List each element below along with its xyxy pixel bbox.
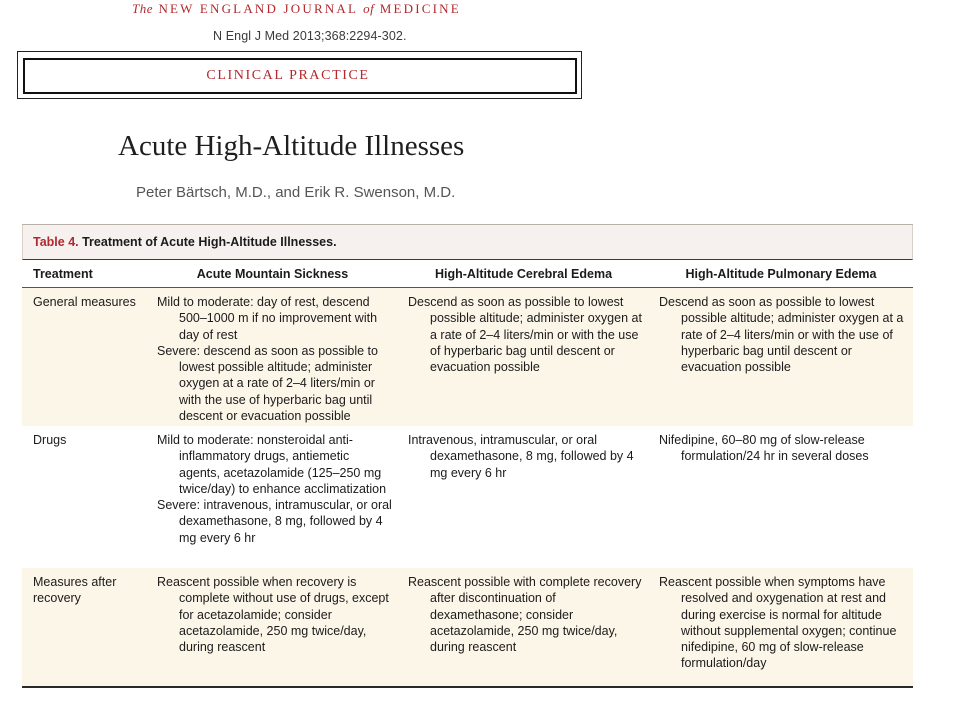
table-header-row: [22, 260, 913, 288]
row-header-drugs: Drugs: [33, 433, 67, 447]
cell-paragraph: Reascent possible with complete recovery after discontinuation of dexamethasone; consider acetazolamide, 250 mg twice/day, during reascent: [408, 575, 642, 655]
cell-hape-general: [649, 294, 913, 424]
article-authors: Peter Bärtsch, M.D., and Erik R. Swenson, M.D.: [136, 184, 456, 201]
cell-hape-drugs: [649, 432, 913, 563]
cell-paragraph: Descend as soon as possible to lowest possible altitude; administer oxygen at a rate of 2–4 liters/min or with the use of hyperbaric bag until descent or evacuation possible: [408, 295, 642, 375]
header-treatment: Treatment: [33, 266, 93, 281]
table-title: Treatment of Acute High-Altitude Illnesses.: [82, 235, 337, 249]
header-hape: High-Altitude Pulmonary Edema: [685, 266, 877, 281]
header-hace: High-Altitude Cerebral Edema: [434, 266, 613, 281]
masthead-main-1: NEW ENGLAND JOURNAL: [158, 1, 358, 16]
header-ams: Acute Mountain Sickness: [196, 266, 349, 281]
table-row: [22, 426, 913, 568]
treatment-table: [22, 224, 913, 688]
cell-ams-general: [147, 294, 398, 424]
table-caption: [22, 225, 913, 260]
table-row: [22, 288, 913, 426]
cell-hace-recovery: [398, 574, 649, 681]
table-row: [22, 568, 913, 686]
table-number: Table 4.: [33, 235, 79, 249]
masthead-the: The: [132, 1, 153, 16]
cell-ams-drugs: [147, 432, 398, 563]
row-header-recovery: Measures after recovery: [33, 575, 117, 606]
cell-paragraph: Descend as soon as possible to lowest possible altitude; administer oxygen at a rate of 2–4 liters/min or with the use of hyperbaric bag until descent or evacuation possible: [659, 295, 904, 375]
cell-hace-drugs: [398, 432, 649, 563]
cell-paragraph: Severe: intravenous, intramuscular, or oral dexamethasone, 8 mg, followed by 4 mg every 6 hr: [157, 498, 392, 545]
cell-paragraph: Reascent possible when recovery is complete without use of drugs, except for acetazolamide; consider acetazolamide, 250 mg twice/day, during reascent: [157, 575, 389, 655]
article-title: Acute High-Altitude Illnesses: [118, 130, 465, 162]
cell-paragraph: Mild to moderate: nonsteroidal anti-inflammatory drugs, antiemetic agents, acetazolamide (125–250 mg twice/day) to enhance acclimatization: [157, 433, 387, 496]
cell-ams-recovery: [147, 574, 398, 681]
masthead-main-2: MEDICINE: [379, 1, 461, 16]
cell-paragraph: Severe: descend as soon as possible to lowest possible altitude; administer oxygen at a rate of 2–4 liters/min or with the use of hyperbaric bag until descent or evacuation possible: [157, 343, 378, 424]
section-box: [23, 58, 577, 94]
cell-hape-recovery: [649, 574, 913, 681]
journal-masthead: [132, 1, 461, 17]
journal-citation: N Engl J Med 2013;368:2294-302.: [213, 29, 407, 43]
cell-paragraph: Mild to moderate: day of rest, descend 500–1000 m if no improvement with day of rest: [157, 295, 378, 342]
cell-paragraph: Nifedipine, 60–80 mg of slow-release formulation/24 hr in several doses: [659, 433, 869, 464]
row-header-general: General measures: [33, 295, 136, 309]
section-label: CLINICAL PRACTICE: [206, 68, 370, 83]
cell-paragraph: Intravenous, intramuscular, or oral dexamethasone, 8 mg, followed by 4 mg every 6 hr: [408, 433, 634, 480]
masthead-of: of: [363, 1, 375, 16]
cell-paragraph: Reascent possible when symptoms have resolved and oxygenation at rest and during exercise is normal for altitude without supplemental oxygen; continue nifedipine, 60 mg of slow-release formulation/day: [659, 575, 897, 671]
cell-hace-general: [398, 294, 649, 424]
table-bottom-rule: [22, 686, 913, 688]
